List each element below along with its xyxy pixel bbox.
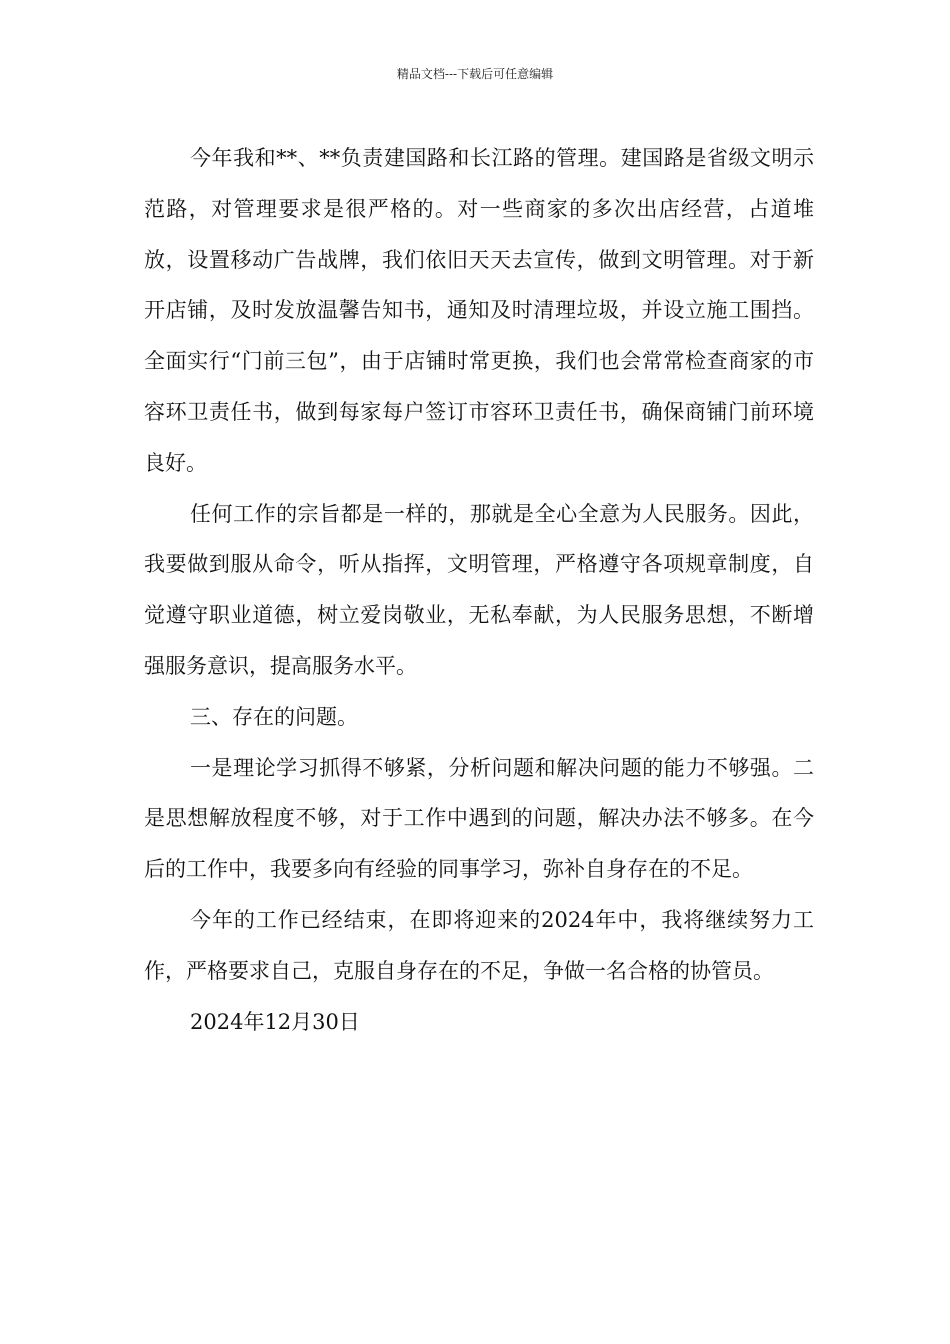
paragraph-problems: 一是理论学习抓得不够紧，分析问题和解决问题的能力不够强。二是思想解放程度不够，对于工作中遇到的问题，解决办法不够多。在今后的工作中，我要多向有经验的同事学习，弥补自身存在的不足。 xyxy=(144,755,814,882)
page-header: 精品文档---下载后可任意编辑 xyxy=(396,67,554,81)
paragraph-conclusion: 今年的工作已经结束，在即将迎来的2024年中，我将继续努力工作，严格要求自己，克服自身存在的不足，争做一名合格的协管员。 xyxy=(144,907,814,983)
paragraph-service-purpose: 任何工作的宗旨都是一样的，那就是全心全意为人民服务。因此，我要做到服从命令，听从指挥，文明管理，严格遵守各项规章制度，自觉遵守职业道德，树立爱岗敬业，无私奉献，为人民服务思想，不断增强服务意识，提高服务水平。 xyxy=(144,501,814,678)
document-date: 2024年12月30日 xyxy=(190,1009,360,1034)
paragraph-management-work: 今年我和**、**负责建国路和长江路的管理。建国路是省级文明示范路，对管理要求是很严格的。对一些商家的多次出店经营，占道堆放，设置移动广告战牌，我们依旧天天去宣传，做到文明管理。对于新开店铺，及时发放温馨告知书，通知及时清理垃圾，并设立施工围挡。全面实行“门前三包”，由于店铺时常更换，我们也会常常检查商家的市容环卫责任书，做到每家每户签订市容环卫责任书，确保商铺门前环境良好。 xyxy=(144,146,814,475)
section-heading-problems: 三、存在的问题。 xyxy=(190,704,358,729)
document-body xyxy=(144,133,814,1047)
